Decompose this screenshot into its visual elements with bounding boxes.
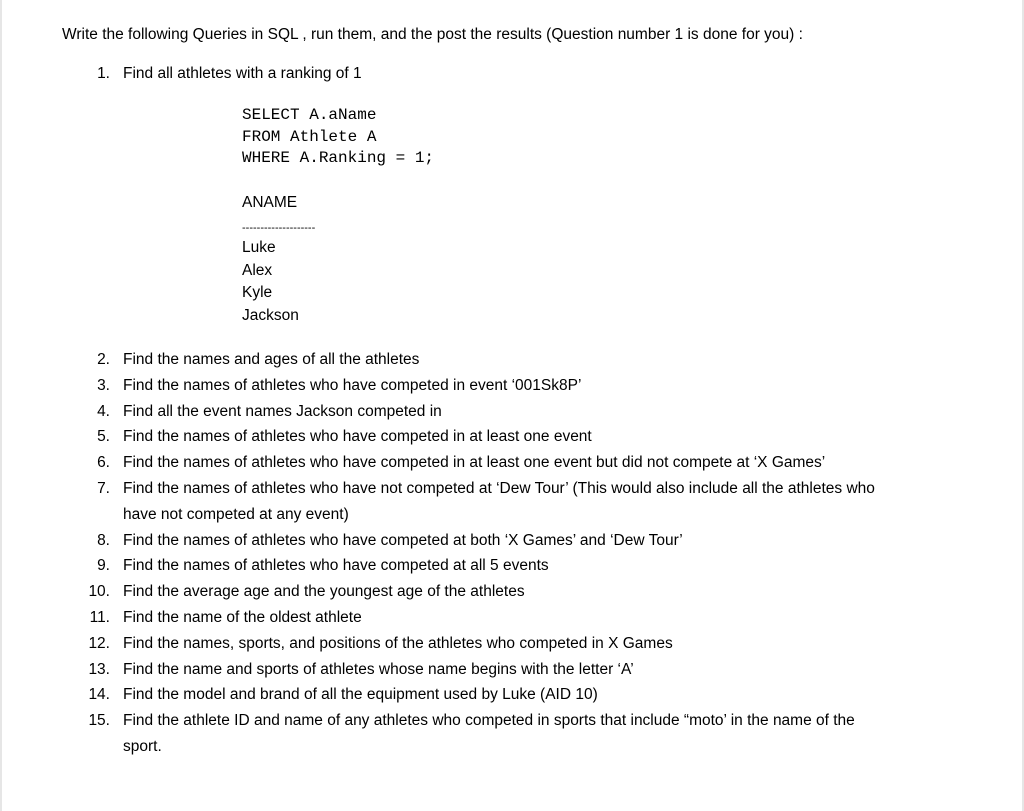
question-text-continuation: sport. (123, 738, 162, 755)
question-number: 7. (97, 480, 110, 497)
question-text: Find the name of the oldest athlete (123, 609, 362, 626)
question-text: Find the names, sports, and positions of the athletes who competed in X Games (123, 634, 673, 652)
question-text: Find the model and brand of all the equipment used by Luke (AID 10) (123, 686, 598, 704)
question-text: Find the names of athletes who have competed at both ‘X Games’ and ‘Dew Tour’ (123, 531, 683, 549)
result-row: Kyle (242, 284, 273, 302)
result-row: Alex (242, 261, 273, 279)
instructions-text: Write the following Queries in SQL , run them, and the post the results (Question number 1 is done for you) : (62, 26, 803, 43)
question-text: Find the athlete ID and name of any athletes who competed in sports that include “moto’ in the name of the (123, 712, 855, 730)
question-number: 4. (97, 402, 110, 420)
question-text: Find all athletes with a ranking of 1 (123, 65, 362, 82)
sql-code-block (242, 105, 434, 170)
question-number: 13. (88, 660, 110, 678)
question-number: 12. (88, 634, 110, 652)
question-number: 2. (97, 351, 110, 368)
question-number: 11. (89, 609, 110, 626)
page-left-border (0, 0, 2, 811)
result-separator: -------------------- (242, 222, 316, 234)
question-text-continuation: have not competed at any event) (123, 505, 349, 523)
question-text: Find the names and ages of all the athletes (123, 351, 420, 368)
question-number: 1. (97, 65, 110, 82)
result-column-header: ANAME (242, 194, 298, 211)
question-text: Find the average age and the youngest age of the athletes (123, 583, 525, 601)
question-number: 9. (97, 557, 110, 575)
question-text: Find the names of athletes who have not competed at ‘Dew Tour’ (This would also include all the athletes who (123, 480, 875, 497)
question-number: 5. (97, 428, 110, 446)
question-text: Find the name and sports of athletes whose name begins with the letter ‘A’ (123, 660, 634, 678)
sql-line: WHERE A.Ranking = 1; (242, 149, 435, 168)
result-row: Jackson (242, 306, 299, 324)
question-number: 14. (88, 686, 110, 704)
question-number: 8. (97, 531, 110, 549)
question-text: Find the names of athletes who have competed in at least one event but did not compete at ‘X Games’ (123, 454, 826, 472)
question-text: Find the names of athletes who have competed in event ‘001Sk8P’ (123, 376, 582, 394)
question-number: 6. (97, 454, 110, 472)
question-text: Find the names of athletes who have competed in at least one event (123, 428, 592, 446)
result-row: Luke (242, 239, 276, 256)
question-number: 15. (88, 712, 110, 730)
sql-line: SELECT A.aName (242, 106, 377, 124)
question-number: 3. (97, 376, 110, 394)
sql-line: FROM Athlete A (242, 127, 377, 146)
result-rows (242, 237, 299, 327)
question-text: Find all the event names Jackson competed in (123, 402, 442, 420)
question-number: 10. (88, 583, 110, 601)
question-text: Find the names of athletes who have competed at all 5 events (123, 557, 549, 575)
